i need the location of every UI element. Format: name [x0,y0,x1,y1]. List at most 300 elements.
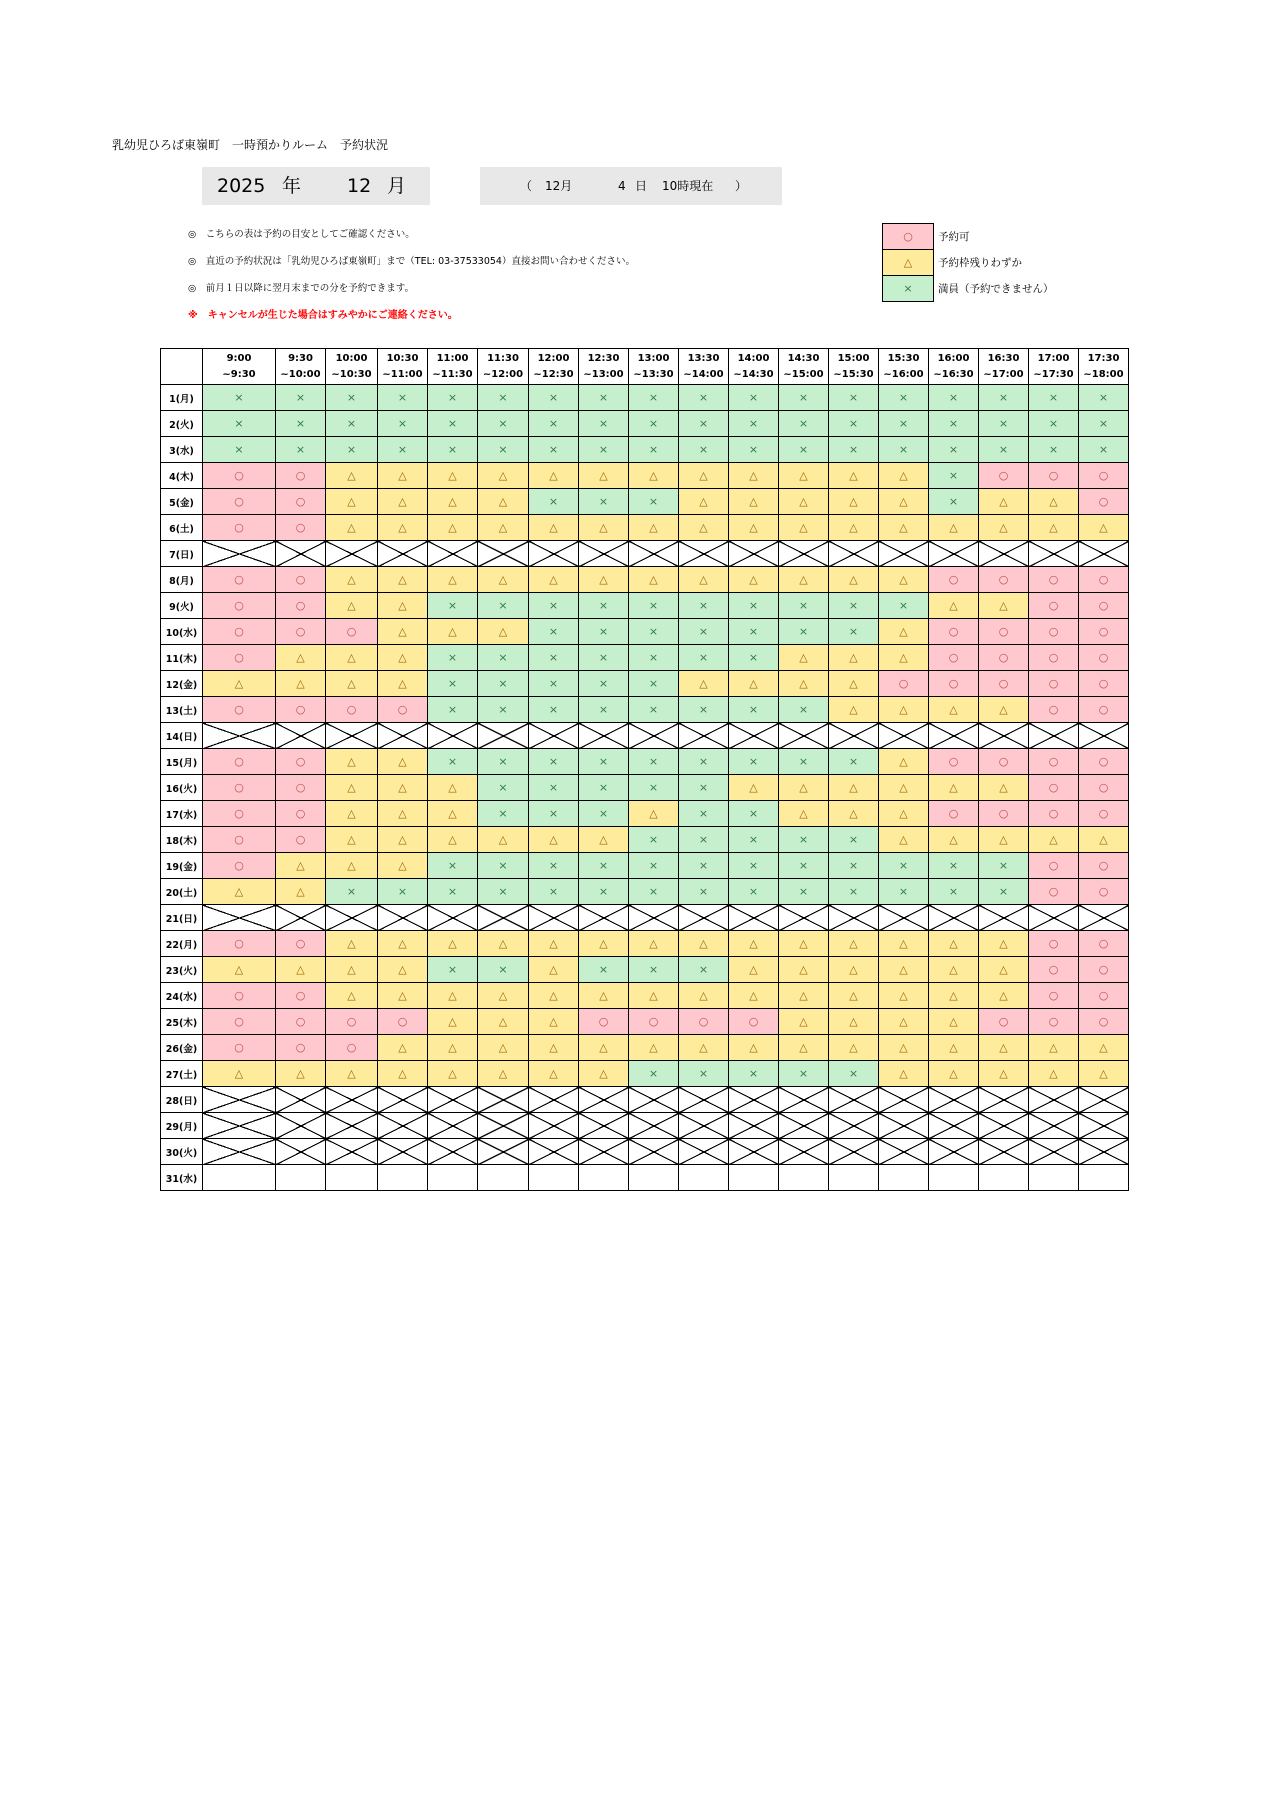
slot-status-cell: △ [326,775,378,801]
day-label: 27(土) [161,1061,203,1087]
closed-cell [579,905,629,931]
day-label: 6(土) [161,515,203,541]
closed-cell [829,541,879,567]
closed-cell [829,1113,879,1139]
closed-cell [579,541,629,567]
slot-status-cell: × [779,437,829,463]
slot-status-cell: ○ [276,567,326,593]
slot-status-cell: △ [679,931,729,957]
time-slot-end: ~9:30 [222,368,256,380]
month-value: 12 [347,175,372,197]
slot-status-cell: △ [829,697,879,723]
slot-status-cell: × [529,489,579,515]
closed-cell [629,541,679,567]
slot-status-cell: △ [729,1035,779,1061]
slot-status-cell: ○ [276,931,326,957]
closed-cell [378,723,428,749]
slot-status-cell: × [679,801,729,827]
corner-cell [161,349,203,385]
slot-status-cell: ○ [276,827,326,853]
slot-status-cell: × [1029,411,1079,437]
table-row [161,723,1129,749]
slot-status-cell: × [1029,385,1079,411]
day-label: 12(金) [161,671,203,697]
slot-status-cell: × [929,437,979,463]
closed-cell [829,1087,879,1113]
slot-status-cell: ○ [1079,567,1129,593]
slot-status-cell: ○ [1029,463,1079,489]
closed-cell [1079,1087,1129,1113]
slot-status-cell: × [629,593,679,619]
slot-status-cell: △ [879,801,929,827]
closed-cell [629,905,679,931]
time-slot-header [779,349,829,385]
closed-cell [529,723,579,749]
slot-status-cell: △ [629,1035,679,1061]
day-label: 3(水) [161,437,203,463]
slot-status-cell: △ [378,567,428,593]
slot-status-cell: × [579,593,629,619]
closed-cell [326,723,378,749]
slot-status-cell: △ [979,775,1029,801]
as-of-box [480,167,782,205]
slot-status-cell: ○ [729,1009,779,1035]
slot-status-cell: × [478,593,529,619]
slot-status-cell: × [779,827,829,853]
as-of-time: 10時現在 [662,179,714,193]
slot-status-cell: △ [478,1009,529,1035]
legend-available-label: 予約可 [938,231,970,243]
slot-status-cell: △ [326,827,378,853]
slot-status-cell: △ [829,645,879,671]
slot-status-cell: △ [478,463,529,489]
as-of-month: 12月 [545,179,573,193]
time-slot-header [378,349,428,385]
slot-status-cell: × [478,697,529,723]
closed-cell [679,1139,729,1165]
time-slot-header [879,349,929,385]
slot-status-cell: × [729,697,779,723]
slot-status-cell: ○ [979,1009,1029,1035]
slot-status-cell: △ [428,931,478,957]
closed-cell [1079,723,1129,749]
time-slot-start: 10:30 [386,352,419,364]
slot-status-cell: ○ [203,645,276,671]
slot-status-cell: ○ [378,697,428,723]
table-row [161,697,1129,723]
slot-status-cell: ○ [979,671,1029,697]
closed-cell [679,1087,729,1113]
slot-status-cell: × [929,853,979,879]
slot-status-cell: △ [829,1009,879,1035]
empty-cell [1079,1165,1129,1191]
closed-cell [829,723,879,749]
slot-status-cell: ○ [1079,593,1129,619]
closed-cell [428,723,478,749]
closed-cell [326,1113,378,1139]
closed-cell [729,723,779,749]
slot-status-cell: × [929,463,979,489]
slot-status-cell: × [679,619,729,645]
slot-status-cell: ○ [1029,749,1079,775]
closed-cell [829,905,879,931]
note-item: ◎ こちらの表は予約の目安としてご確認ください。 [188,229,415,240]
slot-status-cell: × [1079,385,1129,411]
closed-cell [979,723,1029,749]
closed-cell [529,1087,579,1113]
slot-status-cell: △ [478,1061,529,1087]
closed-cell [378,1087,428,1113]
slot-status-cell: ○ [276,749,326,775]
day-label: 28(日) [161,1087,203,1113]
empty-cell [1029,1165,1079,1191]
closed-cell [629,723,679,749]
slot-status-cell: △ [579,827,629,853]
slot-status-cell: △ [879,983,929,1009]
closed-cell [629,1113,679,1139]
slot-status-cell: × [579,853,629,879]
closed-cell [1079,541,1129,567]
day-label: 24(水) [161,983,203,1009]
slot-status-cell: △ [879,697,929,723]
time-slot-header [276,349,326,385]
slot-status-cell: ○ [1029,1009,1079,1035]
slot-status-cell: △ [729,515,779,541]
slot-status-cell: ○ [1029,983,1079,1009]
slot-status-cell: ○ [1029,853,1079,879]
slot-status-cell: × [529,411,579,437]
closed-cell [679,541,729,567]
slot-status-cell: △ [779,931,829,957]
slot-status-cell: × [579,411,629,437]
slot-status-cell: △ [378,619,428,645]
slot-status-cell: ○ [579,1009,629,1035]
time-slot-header [529,349,579,385]
closed-cell [929,541,979,567]
table-row [161,1113,1129,1139]
slot-status-cell: ○ [629,1009,679,1035]
slot-status-cell: △ [529,827,579,853]
closed-cell [979,1113,1029,1139]
legend-few-left-label: 予約枠残りわずか [938,257,1022,269]
slot-status-cell: ○ [1079,983,1129,1009]
legend-row [883,276,1054,302]
slot-status-cell: × [629,853,679,879]
slot-status-cell: △ [879,749,929,775]
time-slot-end: ~17:00 [983,368,1024,380]
slot-status-cell: × [729,1061,779,1087]
reservation-table [160,348,1129,1191]
slot-status-cell: ○ [203,1035,276,1061]
empty-cell [779,1165,829,1191]
closed-cell [1079,1139,1129,1165]
slot-status-cell: △ [629,801,679,827]
slot-status-cell: △ [879,619,929,645]
time-slot-start: 15:00 [837,352,870,364]
slot-status-cell: × [529,645,579,671]
slot-status-cell: △ [979,1061,1029,1087]
slot-status-cell: × [579,645,629,671]
slot-status-cell: ○ [1079,619,1129,645]
slot-status-cell: × [478,645,529,671]
slot-status-cell: × [879,853,929,879]
slot-status-cell: △ [326,983,378,1009]
empty-cell [326,1165,378,1191]
slot-status-cell: △ [428,801,478,827]
time-slot-end: ~14:00 [683,368,724,380]
slot-status-cell: × [529,385,579,411]
slot-status-cell: × [629,697,679,723]
day-label: 11(木) [161,645,203,671]
table-row [161,775,1129,801]
slot-status-cell: × [629,411,679,437]
year-value: 2025 [217,175,266,197]
slot-status-cell: × [679,853,729,879]
slot-status-cell: △ [326,853,378,879]
table-row [161,1139,1129,1165]
day-label: 7(日) [161,541,203,567]
table-row [161,827,1129,853]
slot-status-cell: △ [276,879,326,905]
closed-cell [879,1139,929,1165]
slot-status-cell: ○ [1029,801,1079,827]
slot-status-cell: △ [929,1061,979,1087]
closed-cell [428,1139,478,1165]
empty-cell [629,1165,679,1191]
time-slot-end: ~11:30 [432,368,473,380]
slot-status-cell: × [779,853,829,879]
slot-status-cell: △ [478,1035,529,1061]
time-slot-start: 17:00 [1037,352,1070,364]
document-title: 乳幼児ひろば東嶺町 一時預かりルーム 予約状況 [112,138,389,152]
slot-status-cell: △ [428,567,478,593]
time-slot-header [326,349,378,385]
slot-status-cell: × [779,879,829,905]
slot-status-cell: ○ [979,567,1029,593]
slot-status-cell: △ [428,1009,478,1035]
slot-status-cell: ○ [1029,931,1079,957]
slot-status-cell: ○ [979,645,1029,671]
closed-cell [879,1113,929,1139]
slot-status-cell: × [779,619,829,645]
slot-status-cell: △ [929,1035,979,1061]
slot-status-cell: △ [779,775,829,801]
empty-cell [428,1165,478,1191]
slot-status-cell: △ [729,931,779,957]
slot-status-cell: △ [378,931,428,957]
slot-status-cell: ○ [276,983,326,1009]
table-row [161,931,1129,957]
slot-status-cell: △ [979,827,1029,853]
closed-cell [929,1113,979,1139]
closed-cell [779,1087,829,1113]
closed-cell [428,905,478,931]
slot-status-cell: △ [276,1061,326,1087]
slot-status-cell: △ [929,827,979,853]
slot-status-cell: △ [979,593,1029,619]
table-row [161,957,1129,983]
slot-status-cell: × [326,385,378,411]
legend-full-label: 満員（予約できません） [938,283,1054,295]
slot-status-cell: △ [679,1035,729,1061]
slot-status-cell: × [629,749,679,775]
slot-status-cell: × [529,619,579,645]
closed-cell [1079,905,1129,931]
slot-status-cell: ○ [1029,775,1079,801]
slot-status-cell: × [579,749,629,775]
slot-status-cell: × [579,385,629,411]
slot-status-cell: × [428,593,478,619]
day-label: 4(木) [161,463,203,489]
slot-status-cell: △ [378,749,428,775]
table-row [161,411,1129,437]
slot-status-cell: × [679,385,729,411]
slot-status-cell: △ [679,463,729,489]
slot-status-cell: × [829,853,879,879]
table-row [161,1061,1129,1087]
slot-status-cell: △ [378,853,428,879]
slot-status-cell: △ [1079,1061,1129,1087]
day-label: 25(木) [161,1009,203,1035]
slot-status-cell: ○ [1029,879,1079,905]
slot-status-cell: ○ [276,801,326,827]
slot-status-cell: × [378,385,428,411]
slot-status-cell: △ [629,983,679,1009]
slot-status-cell: × [829,619,879,645]
slot-status-cell: × [979,385,1029,411]
time-slot-header [729,349,779,385]
slot-status-cell: △ [529,567,579,593]
time-slot-start: 16:30 [987,352,1020,364]
slot-status-cell: × [729,879,779,905]
slot-status-cell: × [326,879,378,905]
slot-status-cell: × [629,879,679,905]
slot-status-cell: △ [428,515,478,541]
time-slot-end: ~18:00 [1083,368,1124,380]
slot-status-cell: ○ [276,1009,326,1035]
table-row [161,567,1129,593]
slot-status-cell: △ [478,931,529,957]
slot-status-cell: ○ [1029,671,1079,697]
closed-cell [879,723,929,749]
slot-status-cell: △ [729,983,779,1009]
closed-cell [1029,723,1079,749]
day-label: 19(金) [161,853,203,879]
time-slot-start: 10:00 [335,352,368,364]
slot-status-cell: ○ [276,619,326,645]
time-slot-header [679,349,729,385]
day-label: 31(水) [161,1165,203,1191]
slot-status-cell: × [326,411,378,437]
slot-status-cell: △ [579,1061,629,1087]
slot-status-cell: △ [1029,1035,1079,1061]
slot-status-cell: × [428,879,478,905]
slot-status-cell: × [879,411,929,437]
slot-status-cell: × [629,827,679,853]
day-label: 23(火) [161,957,203,983]
table-row [161,541,1129,567]
time-slot-end: ~14:30 [733,368,774,380]
time-slot-start: 12:30 [587,352,620,364]
slot-status-cell: △ [378,463,428,489]
slot-status-cell: △ [779,567,829,593]
closed-cell [779,723,829,749]
closed-cell [979,541,1029,567]
slot-status-cell: ○ [326,1035,378,1061]
day-label: 22(月) [161,931,203,957]
slot-status-cell: × [679,437,729,463]
slot-status-cell: × [478,671,529,697]
slot-status-cell: ○ [929,619,979,645]
slot-status-cell: × [276,411,326,437]
slot-status-cell: △ [979,697,1029,723]
slot-status-cell: × [629,645,679,671]
slot-status-cell: × [729,801,779,827]
closed-cell [729,1139,779,1165]
day-label: 18(木) [161,827,203,853]
time-slot-end: ~10:00 [280,368,321,380]
slot-status-cell: △ [326,749,378,775]
slot-status-cell: △ [879,645,929,671]
time-slot-end: ~15:30 [833,368,874,380]
slot-status-cell: △ [879,827,929,853]
slot-status-cell: △ [378,801,428,827]
closed-cell [203,723,276,749]
closed-cell [879,1087,929,1113]
slot-status-cell: △ [729,489,779,515]
table-row [161,1009,1129,1035]
closed-cell [203,541,276,567]
empty-cell [729,1165,779,1191]
slot-status-cell: △ [579,983,629,1009]
time-slot-header [579,349,629,385]
legend-row [883,250,1054,276]
slot-status-cell: △ [428,827,478,853]
slot-status-cell: △ [428,619,478,645]
slot-status-cell: △ [203,671,276,697]
slot-status-cell: ○ [1029,567,1079,593]
slot-status-cell: △ [779,645,829,671]
slot-status-cell: × [729,749,779,775]
slot-status-cell: △ [378,671,428,697]
slot-status-cell: × [679,775,729,801]
day-label: 2(火) [161,411,203,437]
slot-status-cell: × [829,749,879,775]
slot-status-cell: × [203,437,276,463]
slot-status-cell: △ [929,697,979,723]
slot-status-cell: × [829,593,879,619]
table-row [161,463,1129,489]
closed-cell [478,1113,529,1139]
note-item: ◎ 前月１日以降に翌月末までの分を予約できます。 [188,283,415,294]
slot-status-cell: △ [779,515,829,541]
slot-status-cell: × [478,957,529,983]
day-label: 21(日) [161,905,203,931]
slot-status-cell: △ [1029,489,1079,515]
empty-cell [879,1165,929,1191]
empty-cell [203,1165,276,1191]
slot-status-cell: ○ [276,593,326,619]
table-row [161,1087,1129,1113]
slot-status-cell: × [579,671,629,697]
slot-status-cell: △ [829,1035,879,1061]
slot-status-cell: △ [203,879,276,905]
slot-status-cell: ○ [276,515,326,541]
slot-status-cell: × [779,411,829,437]
slot-status-cell: × [679,411,729,437]
slot-status-cell: △ [326,801,378,827]
time-slot-end: ~17:30 [1033,368,1074,380]
